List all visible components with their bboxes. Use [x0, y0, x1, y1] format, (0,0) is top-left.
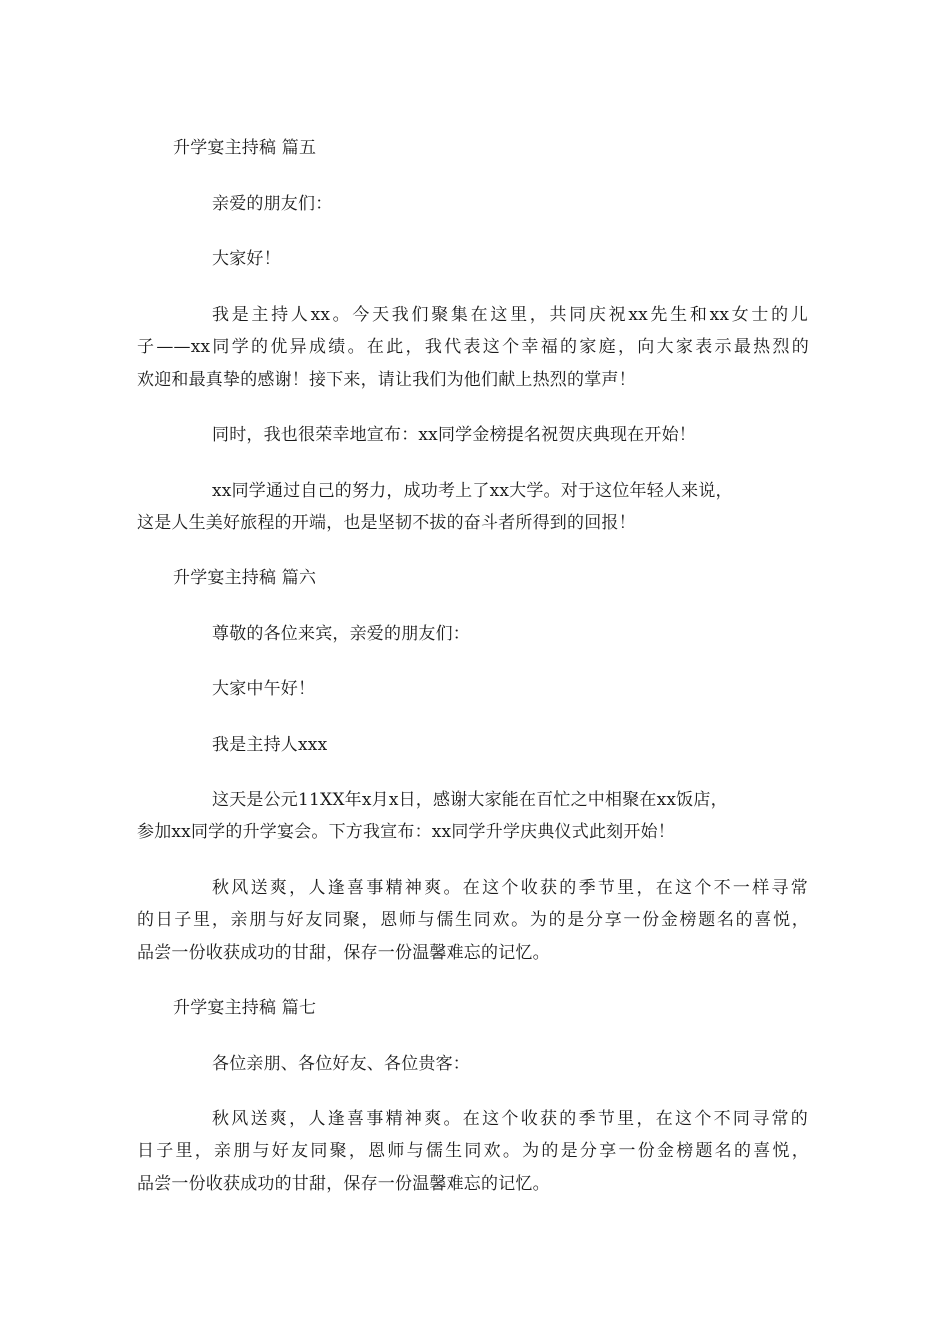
paragraph-line: 的日子里，亲朋与好友同聚，恩师与儒生同欢。为的是分享一份金榜题名的喜悦， [137, 910, 809, 930]
greeting-line: 亲爱的朋友们： [212, 194, 333, 214]
greeting-line: 大家好！ [212, 249, 281, 269]
paragraph-line: 同时，我也很荣幸地宣布：xx同学金榜提名祝贺庆典现在开始！ [212, 425, 696, 445]
paragraph-line: 秋风送爽，人逢喜事精神爽。在这个收获的季节里，在这个不一样寻常 [212, 878, 808, 898]
paragraph-line: 品尝一份收获成功的甘甜，保存一份温馨难忘的记忆。 [137, 1174, 550, 1194]
paragraph-line: 欢迎和最真挚的感谢！接下来，请让我们为他们献上热烈的掌声！ [137, 370, 636, 390]
section-heading-6: 升学宴主持稿 篇六 [173, 568, 317, 588]
paragraph-line: 我是主持人xxx [212, 735, 328, 755]
greeting-line: 大家中午好！ [212, 679, 316, 699]
paragraph-line: 品尝一份收获成功的甘甜，保存一份温馨难忘的记忆。 [137, 943, 550, 963]
paragraph-line: 这天是公元11XX年x月x日，感谢大家能在百忙之中相聚在xx饭店， [212, 790, 728, 810]
paragraph-line: 秋风送爽，人逢喜事精神爽。在这个收获的季节里，在这个不同寻常的 [212, 1109, 808, 1129]
paragraph-line: xx同学通过自己的努力，成功考上了xx大学。对于这位年轻人来说， [212, 481, 733, 501]
paragraph-line: 参加xx同学的升学宴会。下方我宣布：xx同学升学庆典仪式此刻开始！ [137, 822, 675, 842]
paragraph-line: 这是人生美好旅程的开端，也是坚韧不拔的奋斗者所得到的回报！ [137, 513, 636, 533]
greeting-line: 各位亲朋、各位好友、各位贵客： [212, 1054, 470, 1074]
paragraph-line: 日子里，亲朋与好友同聚，恩师与儒生同欢。为的是分享一份金榜题名的喜悦， [137, 1141, 809, 1161]
section-heading-7: 升学宴主持稿 篇七 [173, 998, 317, 1018]
paragraph-line: 我是主持人xx。今天我们聚集在这里，共同庆祝xx先生和xx女士的儿 [212, 305, 808, 325]
greeting-line: 尊敬的各位来宾，亲爱的朋友们： [212, 624, 470, 644]
section-heading-5: 升学宴主持稿 篇五 [173, 138, 317, 158]
paragraph-line: 子——xx同学的优异成绩。在此，我代表这个幸福的家庭，向大家表示最热烈的 [137, 337, 809, 357]
